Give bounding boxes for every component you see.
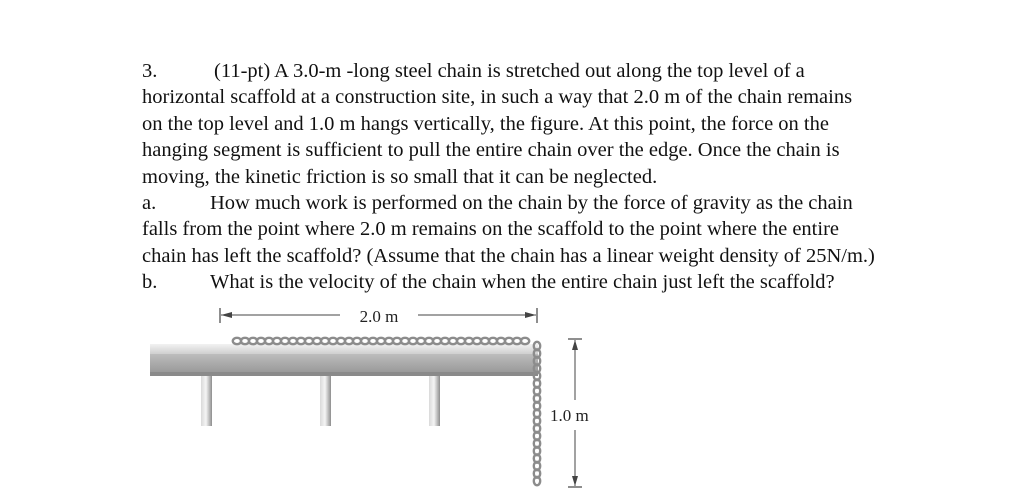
horizontal-length-label: 2.0 m	[359, 307, 399, 326]
horizontal-dimension	[220, 307, 537, 326]
part-a-text: falls from the point where 2.0 m remains on the scaffold to the point where the entire	[142, 218, 839, 241]
intro-line: (11-pt) A 3.0-m -long steel chain is stretched out along the top level of a	[214, 60, 805, 82]
part-b-label: b.	[142, 271, 158, 294]
part-b-text: What is the velocity of the chain when the entire chain just left the scaffold?	[210, 271, 835, 294]
part-b-line	[142, 269, 972, 295]
intro-line: moving, the kinetic friction is so small that it can be neglected.	[142, 165, 658, 188]
problem-text	[142, 58, 972, 296]
part-a-text: chain has left the scaffold? (Assume that the chain has a linear weight density of 25N/m.)	[142, 244, 875, 267]
intro-line: hanging segment is sufficient to pull the entire chain over the edge. Once the chain is	[142, 139, 840, 162]
scaffold	[150, 344, 538, 426]
vertical-dimension	[550, 339, 589, 487]
part-a-text: How much work is performed on the chain by the force of gravity as the chain	[210, 192, 853, 215]
scaffold-leg	[320, 376, 331, 426]
part-a-line-1	[142, 190, 972, 216]
part-a-label: a.	[142, 192, 157, 215]
chain-scaffold-figure	[140, 302, 620, 501]
chain-hanging-segment	[534, 342, 540, 485]
scaffold-leg	[201, 376, 212, 426]
chain-horizontal-segment	[233, 338, 529, 344]
problem-line-1	[142, 58, 972, 84]
scaffold-leg	[429, 376, 440, 426]
intro-line: horizontal scaffold at a construction site, in such a way that 2.0 m of the chain remains	[142, 86, 853, 109]
vertical-length-label: 1.0 m	[550, 406, 589, 425]
intro-line: on the top level and 1.0 m hangs vertically, the figure. At this point, the force on the	[142, 112, 829, 135]
problem-number: 3.	[142, 60, 158, 82]
